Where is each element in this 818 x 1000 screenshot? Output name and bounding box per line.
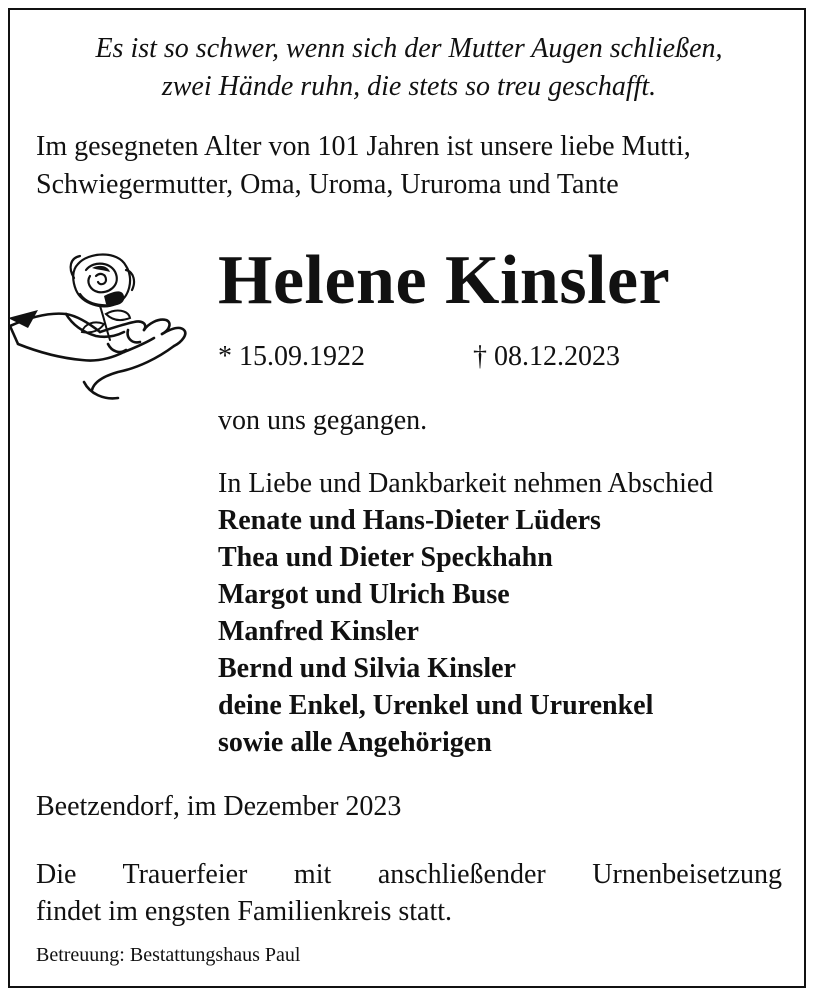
verse-line-1: Es ist so schwer, wenn sich der Mutter Augen schließen, [95, 33, 723, 64]
mourner-line: Bernd und Silvia Kinsler [218, 653, 516, 684]
deceased-name: Helene Kinsler [218, 242, 671, 319]
mourner-line: Thea und Dieter Speckhahn [218, 542, 553, 573]
mourner-line: sowie alle Angehörigen [218, 727, 492, 758]
care-provider: Betreuung: Bestattungshaus Paul [36, 944, 301, 966]
ceremony-line-1: Die Trauerfeier mit anschließender Urnenbeisetzung [36, 859, 782, 890]
death-date: † 08.12.2023 [473, 341, 620, 372]
ceremony-line-2: findet im engsten Familienkreis statt. [36, 896, 453, 927]
mourner-line: Margot und Ulrich Buse [218, 579, 510, 610]
intro-line-1: Im gesegneten Alter von 101 Jahren ist unsere liebe Mutti, [36, 131, 691, 162]
passed-text: von uns gegangen. [218, 405, 428, 436]
mourner-line: Manfred Kinsler [218, 616, 419, 647]
mourner-line: deine Enkel, Urenkel und Ururenkel [218, 690, 654, 721]
place-date: Beetzendorf, im Dezember 2023 [36, 791, 402, 822]
mourner-line: Renate und Hans-Dieter Lüders [218, 505, 601, 536]
intro-line-2: Schwiegermutter, Oma, Uroma, Ururoma und Tante [36, 169, 619, 200]
hands-holding-rose-icon [8, 248, 190, 404]
birth-date: * 15.09.1922 [218, 341, 365, 372]
farewell-intro: In Liebe und Dankbarkeit nehmen Abschied [218, 468, 714, 499]
verse-line-2: zwei Hände ruhn, die stets so treu geschafft. [161, 71, 657, 102]
